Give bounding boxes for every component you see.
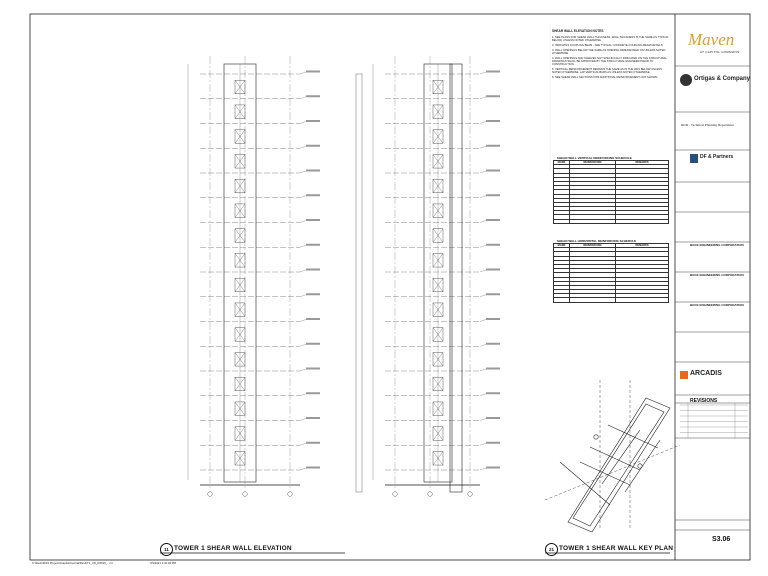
firm-2-name: BOCE ENGINEERING CORPORATION bbox=[690, 243, 744, 247]
developer-name: Ortigas & Company bbox=[694, 76, 751, 82]
schedule-header: MARK bbox=[554, 161, 570, 165]
schedule-header: REINFORCING bbox=[570, 161, 616, 165]
notes-block bbox=[552, 37, 672, 82]
view-title-left: TOWER 1 SHEAR WALL ELEVATION bbox=[174, 545, 292, 552]
note-3: 3. WALL OPENINGS BELOW THE SAME AS OPENING DIMENSIONED ON UNLESS NOTED OTHERWISE. bbox=[552, 48, 666, 55]
notes-title: SHEAR WALL ELEVATION NOTES bbox=[552, 29, 604, 33]
view-number-bubble-left: 11 bbox=[160, 543, 173, 556]
schedule-row bbox=[554, 298, 669, 302]
note-2: 2. INDICATES COUPLING BEAM - SEE TYPICAL CONCRETE COUPLING BEAM DETAILS. bbox=[552, 43, 664, 47]
schedule-header: REMARKS bbox=[616, 244, 669, 248]
note-1: 1. SEE PLANS FOR SHEAR WALL THICKNESS. WALL THICKNESS IS THE SAME AS TYPICAL BELOW, UNLESS NOTED OTHERWISE. bbox=[552, 36, 669, 42]
schedule-1-title: SHEAR WALL VERTICAL REINFORCING SCHEDULE bbox=[557, 156, 632, 160]
schedule-header: REMARKS bbox=[616, 161, 669, 165]
firm-4-name: BOCE ENGINEERING CORPORATION bbox=[690, 303, 744, 307]
arcadis-logo-icon bbox=[680, 371, 688, 379]
firm-1-name: DF & Partners bbox=[700, 154, 734, 160]
schedule-header: MARK bbox=[554, 244, 570, 248]
shear-wall-key-elevation-drawing bbox=[356, 56, 500, 496]
schedule-1-table bbox=[553, 160, 669, 224]
footer-file-path: C:\Revit\2019 Projects\Capitol\Central\Revit\T1_CD_R2019_...rvt bbox=[32, 561, 113, 565]
view-number-bubble-right: 21 bbox=[545, 543, 558, 556]
revisions-title: REVISIONS bbox=[690, 398, 718, 404]
schedule-2-title: SHEAR WALL HORIZONTAL REINFORCING SCHEDULE bbox=[557, 239, 637, 243]
department-name: ROD - Technical Planning Department bbox=[681, 123, 734, 127]
note-5: 5. VERTICAL REINFORCEMENT REMAINS THE SAME AS IN THE WAS BELOW UNLESS NOTED OTHERWISE. LAP VERTICAL BARS AS UNLESS NOTED OTHERWISE. bbox=[552, 67, 662, 74]
sheet-number: S3.06 bbox=[712, 536, 731, 543]
key-plan-drawing bbox=[545, 380, 680, 532]
project-logo: Maven bbox=[688, 30, 735, 49]
schedule-row bbox=[554, 219, 669, 223]
note-4: 4. WALL OPENINGS AND SLEEVES NOT SPECIFICALLY INDICATED ON THE STRUCTURAL DRAWINGS SHALL BE APPROVED BY THE STRUCTURAL ENGINEER PRIOR TO CONSTRUCTION. bbox=[552, 56, 667, 66]
footer-date: 3/9/2021 2:44:04 PM bbox=[150, 561, 176, 565]
schedule-2-table bbox=[553, 243, 669, 303]
firm-3-name: BOCE ENGINEERING CORPORATION bbox=[690, 273, 744, 277]
project-logo-subtitle: AT CAPITOL COMMONS bbox=[700, 50, 740, 54]
developer-logo-icon bbox=[680, 74, 692, 86]
note-6: 6. SEE SHEAR WALL SECTIONS FOR ADDITIONAL REINFORCEMENT NOT SHOWN. bbox=[552, 75, 659, 79]
shear-wall-elevation-drawing bbox=[188, 56, 320, 496]
schedule-header: REINFORCING bbox=[570, 244, 616, 248]
arcadis-name: ARCADIS bbox=[690, 370, 722, 377]
view-title-right: TOWER 1 SHEAR WALL KEY PLAN bbox=[559, 545, 674, 552]
firm-logo-icon bbox=[690, 154, 698, 163]
